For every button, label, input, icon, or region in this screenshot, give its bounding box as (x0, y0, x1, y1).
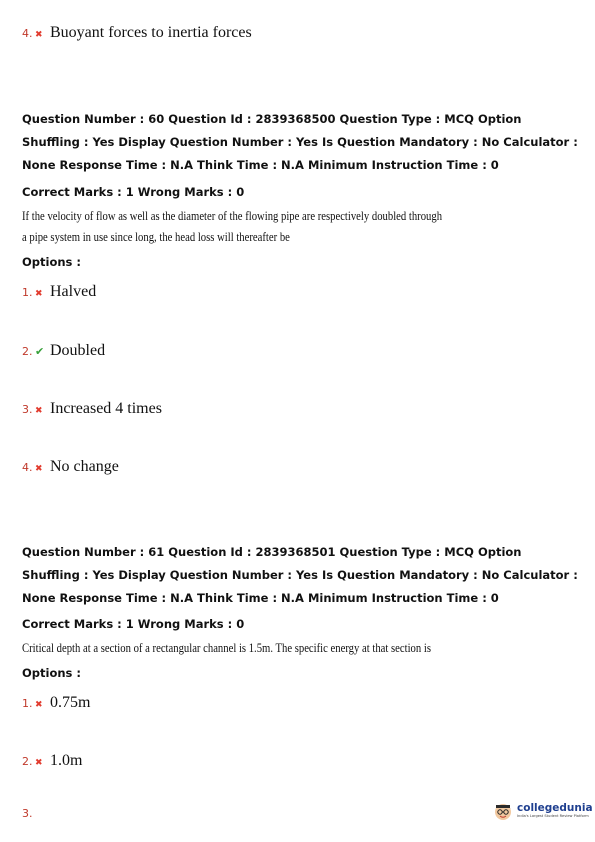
question-marks: Correct Marks : 1 Wrong Marks : 0 (22, 617, 245, 631)
option-text: Doubled (50, 342, 106, 359)
option-text: 0.75m (50, 694, 91, 711)
option-row (22, 342, 105, 360)
option-number: 4. (22, 461, 33, 474)
question-text (22, 637, 489, 658)
wrong-cross-icon: ✖ (35, 30, 43, 40)
option-number: 1. (22, 286, 33, 299)
question-text-line: a pipe system in use since long, the head loss will thereafter be (22, 229, 290, 244)
option-text: No change (50, 458, 119, 475)
wrong-cross-icon: ✖ (35, 406, 43, 416)
option-row (22, 283, 96, 301)
question-meta: Question Number : 60 Question Id : 2839368500 Question Type : MCQ Option Shuffling : Yes Display Question Number : Yes Is Question Mandatory : No Calculator : None Response Time : N.A Think Time : N.A Minimum Instruction Time : 0 (22, 112, 578, 172)
option-row (22, 752, 82, 770)
option-number: 1. (22, 697, 33, 710)
collegedunia-logo (492, 800, 593, 822)
wrong-cross-icon: ✖ (35, 758, 43, 768)
option-row (22, 458, 119, 476)
option-number: 3. (22, 403, 33, 416)
logo-name: collegedunia (517, 801, 593, 814)
correct-check-icon: ✔ (35, 345, 45, 358)
option-row (22, 694, 90, 712)
option-row (22, 400, 162, 418)
option-number: 4. (22, 27, 33, 40)
student-mascot-icon (492, 800, 514, 822)
wrong-cross-icon: ✖ (35, 289, 43, 299)
options-label: Options : (22, 666, 81, 680)
option-text: 1.0m (50, 752, 83, 769)
option-text: Increased 4 times (50, 400, 162, 417)
question-text-line: If the velocity of flow as well as the diameter of the flowing pipe are respectively doubled through (22, 208, 443, 223)
question-meta: Question Number : 61 Question Id : 2839368501 Question Type : MCQ Option Shuffling : Yes Display Question Number : Yes Is Question Mandatory : No Calculator : None Response Time : N.A Think Time : N.A Minimum Instruction Time : 0 (22, 545, 578, 605)
option-text: Halved (50, 283, 97, 300)
options-label: Options : (22, 255, 81, 269)
question-text (22, 205, 489, 247)
option-number: 2. (22, 345, 33, 358)
option-number: 2. (22, 755, 33, 768)
wrong-cross-icon: ✖ (35, 464, 43, 474)
option-number: 3. (22, 807, 33, 820)
wrong-cross-icon: ✖ (35, 700, 43, 710)
option-row (22, 24, 252, 42)
option-row (22, 807, 37, 820)
logo-tagline: India's Largest Student Review Platform (517, 814, 589, 819)
option-text: Buoyant forces to inertia forces (50, 24, 252, 41)
question-text-line: Critical depth at a section of a rectangular channel is 1.5m. The specific energy at that section is (22, 640, 431, 655)
question-marks: Correct Marks : 1 Wrong Marks : 0 (22, 185, 245, 199)
